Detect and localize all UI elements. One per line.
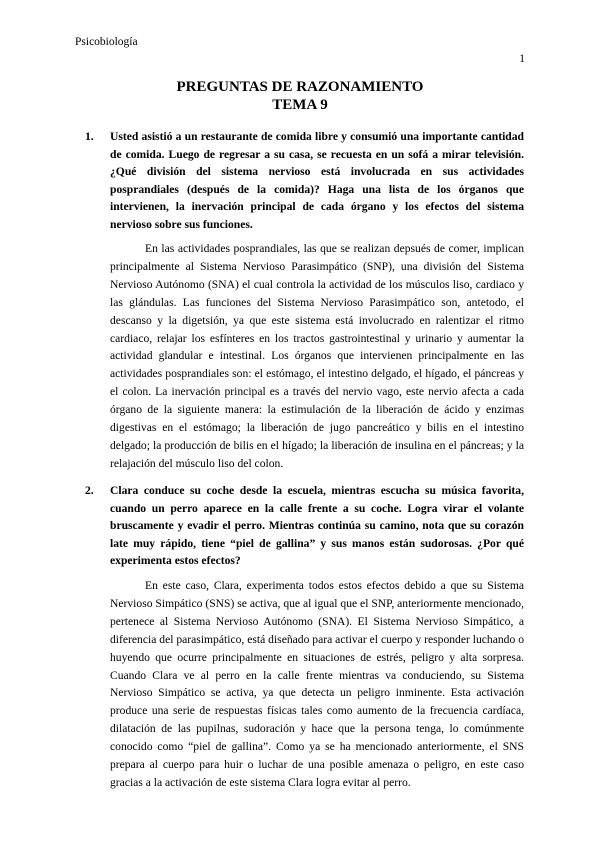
question-2 (85, 482, 524, 570)
title-line-2: TEMA 9 (272, 97, 328, 113)
question-text: Usted asistió a un restaurante de comida libre y consumió una importante cantidad de comida. Luego de regresar a su casa, se recuesta en un sofá a mirar televisión. ¿Qué división del sistema nervioso está involucrada en sus actividades posprandiales (después de la comida)? Haga una lista de los órganos que intervienen, la inervación principal de cada órgano y los efectos del sistema nervioso sobre sus funciones. (110, 130, 524, 231)
page-title (0, 78, 600, 114)
title-line-1: PREGUNTAS DE RAZONAMIENTO (176, 79, 424, 95)
question-number: 2. (85, 484, 94, 497)
document-header: Psicobiología (75, 36, 138, 48)
answer-2: En este caso, Clara, experimenta todos estos efectos debido a que su Sistema Nervioso Simpático (SNS) se activa, que al igual que el SNP, anteriormente mencionado, pertenece al Sistema Nervioso Autónomo (SNA). El Sistema Nervioso Simpático, a diferencia del parasimpático, está diseñado para activar el cuerpo y responder luchando o huyendo que ocurre principalmente en situaciones de estrés, peligro y alta sorpresa. Cuando Clara ve al perro en la calle frente mientras va conduciendo, su Sistema Nervioso Simpático se activa, ya que detecta un peligro inminente. Esta activación produce una serie de respuestas físicas tales como aumento de la frecuencia cardíaca, dilatación de las pupilnas, sudoración y hace que la persona tenga, lo comúnmente conocido como “piel de gallina”. Como ya se ha mencionado anteriormente, el SNS prepara al cuerpo para huir o luchar de una posible amenaza o peligro, en este caso gracias a la activación de este sistema Clara logra evitar al perro. (110, 579, 524, 789)
page-number: 1 (519, 53, 525, 65)
answer-1: En las actividades posprandiales, las que se realizan depsués de comer, implican principalmente al Sistema Nervioso Parasimpático (SNP), una división del Sistema Nervioso Autónomo (SNA) el cual controla la actividad de los músculos liso, cardiaco y las glándulas. Las funciones del Sistema Nervioso Parasimpático son, antetodo, el descanso y la digetsión, ya que este sistema está involucrado en ralentizar el ritmo cardiaco, relajar los esfínteres en los tractos gastrointestinal y urinario y aumentar la actividad glandular e intestinal. Los órganos que intervienen principalmente en las actividades posprandiales son: el estómago, el intestino delgado, el hígado, el páncreas y el colon. La inervación principal es a través del nervio vago, este nervio afecta a cada órgano de la siguiente manera: la estimulación de la liberación de ácido y enzimas digestivas en el estómago; la liberación de jugo pancreático y bilis en el intestino delgado; la producción de bilis en el hígado; la liberación de insulina en el páncreas; y la relajación del músculo liso del colon. (110, 242, 524, 470)
question-text: Clara conduce su coche desde la escuela, mientras escucha su música favorita, cuando un perro aparece en la calle frente a su coche. Logra virar el volante bruscamente y evadir el perro. Mientras continúa su camino, nota que su corazón late muy rápido, tiene “piel de gallina” y sus manos están sudorosas. ¿Por qué experimenta estos efectos? (110, 484, 524, 568)
question-1 (85, 128, 524, 234)
question-number: 1. (85, 130, 94, 143)
